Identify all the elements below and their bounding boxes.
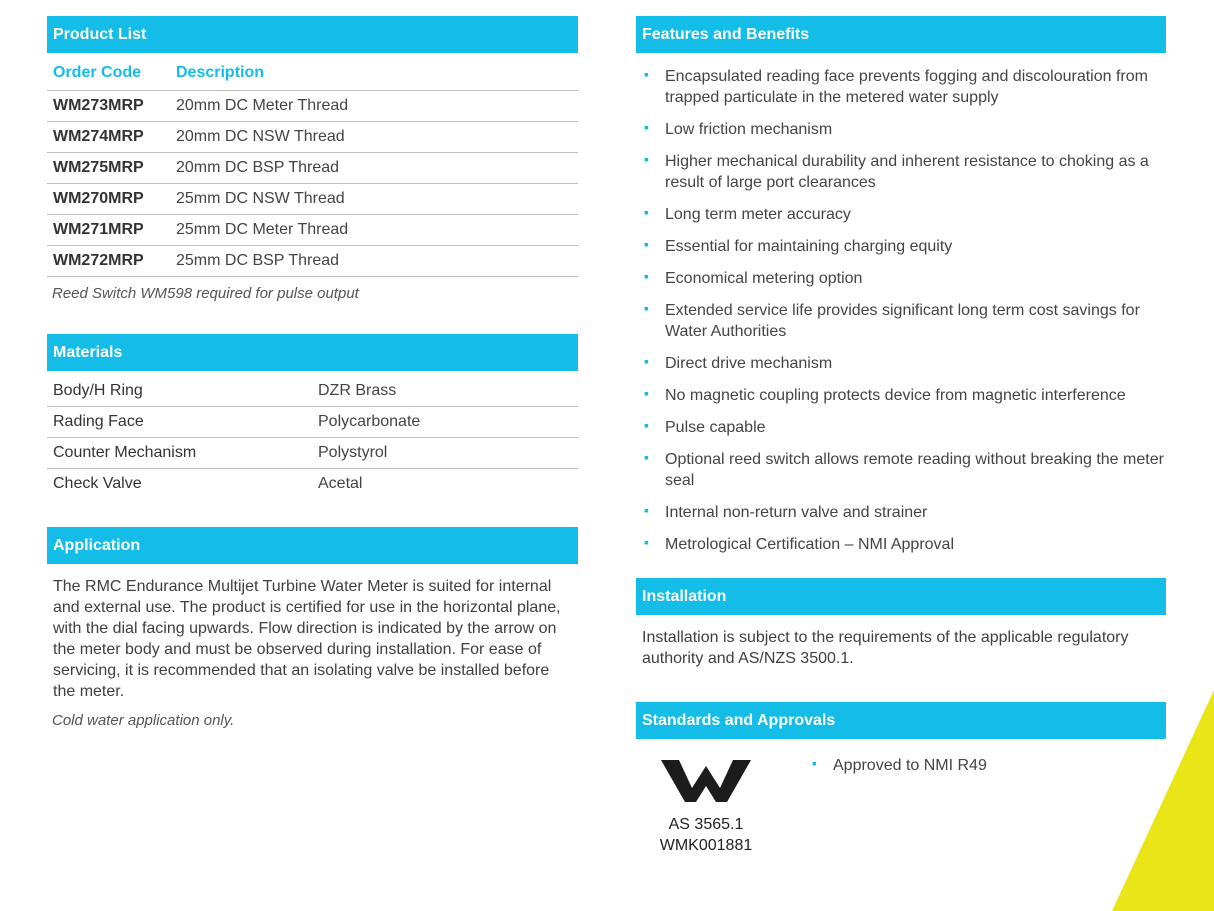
list-item-text: Optional reed switch allows remote reading without breaking the meter seal bbox=[665, 451, 1164, 489]
product-description: 20mm DC Meter Thread bbox=[176, 97, 349, 114]
list-item bbox=[804, 755, 1144, 776]
list-item bbox=[636, 151, 1166, 193]
product-list-note: Reed Switch WM598 required for pulse output bbox=[52, 285, 359, 302]
material-part: Check Valve bbox=[53, 475, 142, 492]
material-rows bbox=[47, 376, 578, 499]
product-description: 20mm DC BSP Thread bbox=[176, 159, 340, 176]
list-item-text: Encapsulated reading face prevents fogging and discolouration from trapped particulate in the metered water supply bbox=[665, 68, 1148, 106]
table-row bbox=[47, 91, 578, 122]
bullet-icon: ▪ bbox=[644, 385, 649, 401]
product-description: 25mm DC BSP Thread bbox=[176, 252, 340, 269]
product-description: 25mm DC NSW Thread bbox=[176, 190, 345, 207]
installation-section bbox=[636, 578, 1166, 669]
list-item bbox=[636, 449, 1166, 491]
table-row bbox=[47, 122, 578, 153]
list-item-text: Metrological Certification – NMI Approval bbox=[665, 536, 955, 553]
header-description: Description bbox=[176, 64, 265, 81]
list-item-text: Economical metering option bbox=[665, 270, 863, 287]
list-item bbox=[636, 417, 1166, 438]
material-part: Rading Face bbox=[53, 413, 144, 430]
order-code: WM270MRP bbox=[53, 190, 144, 207]
installation-title: Installation bbox=[636, 578, 1166, 615]
bullet-icon: ▪ bbox=[644, 151, 649, 167]
bullet-icon: ▪ bbox=[644, 534, 649, 550]
right-column bbox=[636, 16, 1166, 854]
list-item bbox=[636, 385, 1166, 406]
application-note: Cold water application only. bbox=[52, 712, 235, 729]
order-code: WM273MRP bbox=[53, 97, 144, 114]
product-description: 20mm DC NSW Thread bbox=[176, 128, 345, 145]
list-item-text: Direct drive mechanism bbox=[665, 355, 833, 372]
list-item bbox=[636, 353, 1166, 374]
bullet-icon: ▪ bbox=[644, 449, 649, 465]
table-row bbox=[47, 438, 578, 469]
material-part: Body/H Ring bbox=[53, 382, 143, 399]
product-list-title: Product List bbox=[47, 16, 578, 53]
list-item bbox=[636, 236, 1166, 257]
bullet-icon: ▪ bbox=[644, 66, 649, 82]
product-list-header bbox=[47, 53, 578, 91]
bullet-icon: ▪ bbox=[644, 204, 649, 220]
bullet-icon: ▪ bbox=[644, 268, 649, 284]
product-description: 25mm DC Meter Thread bbox=[176, 221, 349, 238]
bullet-icon: ▪ bbox=[644, 417, 649, 433]
bullet-icon: ▪ bbox=[644, 502, 649, 518]
logo-line-1: AS 3565.1 bbox=[668, 816, 744, 833]
left-column bbox=[47, 16, 578, 729]
application-text: The RMC Endurance Multijet Turbine Water Meter is suited for internal and external use. The product is certified for use in the horizontal plane, with the dial facing upwards. Flow direction is indicated by the arrow on the meter body and must be observed during installation. For ease of servicing, it is recommended that an isolating valve be installed before the meter. bbox=[53, 578, 561, 700]
standards-title: Standards and Approvals bbox=[636, 702, 1166, 739]
table-row bbox=[47, 376, 578, 407]
list-item-text: Long term meter accuracy bbox=[665, 206, 851, 223]
list-item bbox=[636, 300, 1166, 342]
table-row bbox=[47, 153, 578, 184]
product-list-section bbox=[47, 16, 578, 302]
bullet-icon: ▪ bbox=[644, 236, 649, 252]
standards-list bbox=[804, 755, 1144, 787]
bullet-icon: ▪ bbox=[644, 300, 649, 316]
material-value: Polycarbonate bbox=[318, 413, 421, 430]
list-item-text: No magnetic coupling protects device from magnetic interference bbox=[665, 387, 1126, 404]
list-item bbox=[636, 119, 1166, 140]
table-row bbox=[47, 215, 578, 246]
bullet-icon: ▪ bbox=[644, 119, 649, 135]
bullet-icon: ▪ bbox=[644, 353, 649, 369]
logo-line-2: WMK001881 bbox=[659, 837, 753, 854]
material-value: Acetal bbox=[318, 475, 363, 492]
list-item-text: Essential for maintaining charging equity bbox=[665, 238, 953, 255]
application-section bbox=[47, 527, 578, 729]
list-item-text: Internal non-return valve and strainer bbox=[665, 504, 928, 521]
list-item bbox=[636, 268, 1166, 289]
product-rows bbox=[47, 91, 578, 277]
order-code: WM271MRP bbox=[53, 221, 144, 238]
feature-list bbox=[636, 66, 1166, 555]
watermark-logo-icon bbox=[661, 758, 751, 806]
application-title: Application bbox=[47, 527, 578, 564]
materials-section bbox=[47, 334, 578, 499]
list-item bbox=[636, 502, 1166, 523]
order-code: WM274MRP bbox=[53, 128, 144, 145]
list-item bbox=[636, 534, 1166, 555]
table-row bbox=[47, 469, 578, 499]
features-title: Features and Benefits bbox=[636, 16, 1166, 53]
material-part: Counter Mechanism bbox=[53, 444, 197, 461]
table-row bbox=[47, 407, 578, 438]
list-item bbox=[636, 66, 1166, 108]
list-item bbox=[636, 204, 1166, 225]
table-row bbox=[47, 184, 578, 215]
order-code: WM272MRP bbox=[53, 252, 144, 269]
features-section bbox=[636, 16, 1166, 555]
list-item-text: Approved to NMI R49 bbox=[833, 757, 987, 774]
table-row bbox=[47, 246, 578, 277]
installation-text: Installation is subject to the requirements of the applicable regulatory authority and AS/NZS 3500.1. bbox=[642, 629, 1129, 667]
bullet-icon: ▪ bbox=[812, 755, 817, 771]
standards-section bbox=[636, 702, 1166, 854]
watermark-logo bbox=[651, 758, 761, 856]
list-item-text: Higher mechanical durability and inherent resistance to choking as a result of large port clearances bbox=[665, 153, 1149, 191]
list-item-text: Low friction mechanism bbox=[665, 121, 833, 138]
list-item-text: Pulse capable bbox=[665, 419, 766, 436]
material-value: DZR Brass bbox=[318, 382, 397, 399]
material-value: Polystyrol bbox=[318, 444, 388, 461]
materials-title: Materials bbox=[47, 334, 578, 371]
list-item-text: Extended service life provides significant long term cost savings for Water Authorities bbox=[665, 302, 1140, 340]
header-order-code: Order Code bbox=[53, 64, 142, 81]
order-code: WM275MRP bbox=[53, 159, 144, 176]
